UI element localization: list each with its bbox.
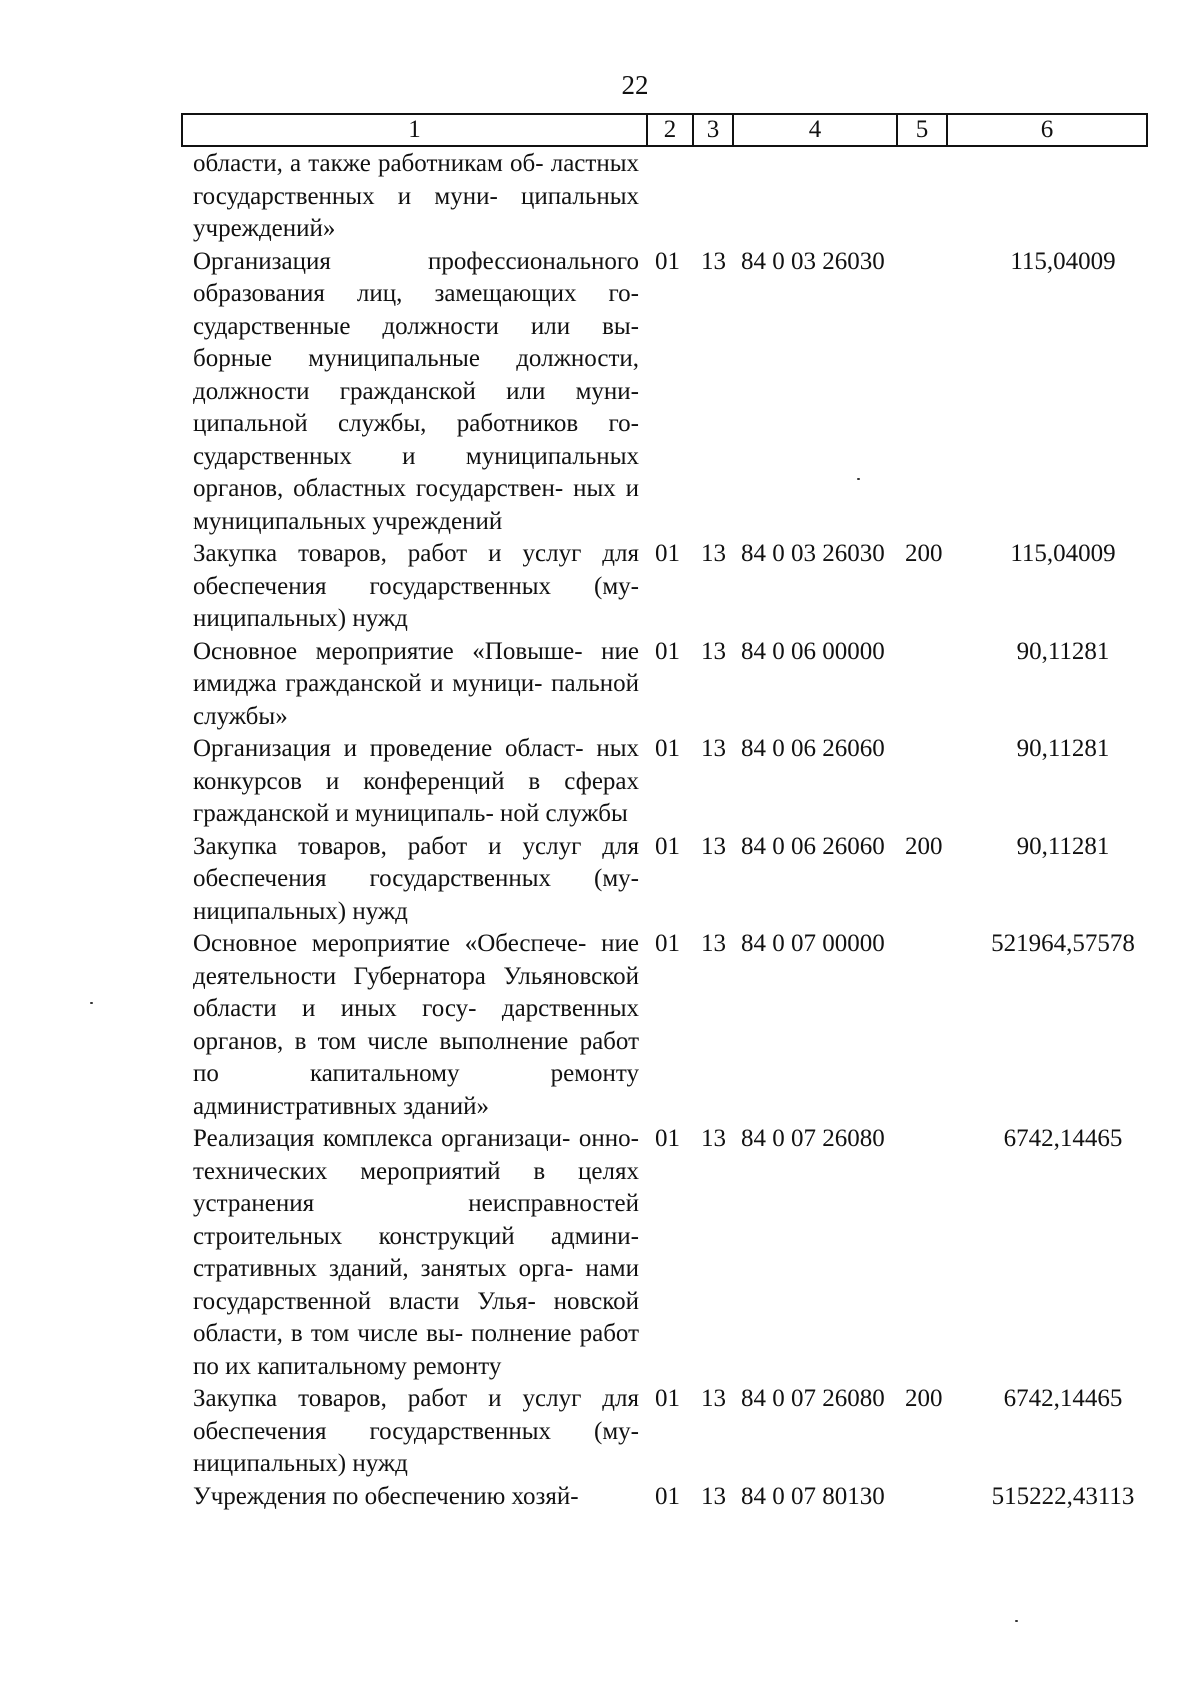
section-code: 01: [655, 637, 680, 665]
description-line: пальной службы»: [193, 670, 639, 730]
description-line: сударственные должности или вы-: [193, 312, 639, 340]
description-line: выполнение работ по капитальному: [193, 1027, 639, 1087]
table-row: [193, 538, 1193, 636]
target-item-code: 84 0 07 26080: [741, 1125, 885, 1152]
description-line: ципальной службы, работников го-: [193, 410, 639, 437]
column-header-5: 5: [897, 114, 947, 146]
description-line: целях устранения неисправностей: [193, 1157, 639, 1217]
column-header-table: [181, 113, 1148, 147]
amount: 90,11281: [1016, 637, 1110, 665]
section-code: 01: [655, 1385, 680, 1412]
section-code: 01: [655, 1482, 680, 1510]
subsection-code: 13: [701, 1482, 726, 1510]
description-line: Учреждения по обеспечению хозяй-: [193, 1482, 579, 1510]
table-row: [193, 1383, 1193, 1481]
table-row: [193, 831, 1193, 929]
scan-speck: [857, 478, 860, 480]
row-description: [193, 928, 639, 1123]
budget-table-body: [193, 148, 1193, 1513]
description-line: нами государственной власти Улья-: [193, 1255, 639, 1315]
amount: 515222,43113: [991, 1482, 1135, 1510]
subsection-code: 13: [701, 247, 726, 275]
section-code: 01: [655, 832, 680, 860]
scan-speck: [1015, 1620, 1018, 1622]
section-code: 01: [655, 247, 680, 275]
description-line: Организация и проведение област-: [193, 735, 584, 762]
row-description: [193, 831, 639, 929]
description-line: Закупка товаров, работ и услуг для: [193, 832, 639, 860]
table-row: [193, 148, 1193, 246]
description-line: обеспечения государственных (му-: [193, 572, 639, 600]
amount: 90,11281: [1016, 735, 1110, 762]
section-code: 01: [655, 1125, 680, 1152]
description-line: стративных зданий, занятых орга-: [193, 1255, 574, 1282]
target-item-code: 84 0 03 26030: [741, 540, 885, 567]
column-header-row: [182, 114, 1147, 146]
target-item-code: 84 0 06 26060: [741, 832, 885, 860]
subsection-code: 13: [701, 1125, 726, 1152]
row-description: [193, 1123, 639, 1383]
table-row: [193, 636, 1193, 734]
subsection-code: 13: [701, 930, 726, 957]
subsection-code: 13: [701, 1385, 726, 1412]
description-line: ремонту административных зданий»: [193, 1060, 639, 1120]
description-line: Закупка товаров, работ и услуг для: [193, 1385, 639, 1412]
scan-speck: [90, 1002, 93, 1004]
column-header-2: 2: [647, 114, 693, 146]
description-line: ципальных учреждений»: [193, 182, 639, 242]
column-header-6: 6: [947, 114, 1147, 146]
expense-type-code: 200: [905, 1385, 943, 1412]
description-line: ластных государственных и муни-: [193, 150, 640, 210]
section-code: 01: [655, 930, 680, 957]
description-line: должности гражданской или муни-: [193, 377, 639, 405]
column-header-3: 3: [693, 114, 733, 146]
subsection-code: 13: [701, 637, 726, 665]
description-line: органов, областных государствен-: [193, 475, 564, 502]
section-code: 01: [655, 735, 680, 762]
description-line: сферах гражданской и муниципаль-: [193, 767, 640, 827]
description-line: Реализация комплекса организаци-: [193, 1125, 571, 1152]
description-line: ниципальных) нужд: [193, 605, 408, 632]
target-item-code: 84 0 07 26080: [741, 1385, 885, 1412]
target-item-code: 84 0 06 00000: [741, 637, 885, 665]
row-description: [193, 733, 639, 831]
description-line: новской области, в том числе вы-: [193, 1287, 640, 1347]
row-description: [193, 636, 639, 734]
description-line: дарственных органов, в том числе: [193, 995, 639, 1055]
target-item-code: 84 0 03 26030: [741, 247, 885, 275]
table-row: [193, 733, 1193, 831]
amount: 521964,57578: [991, 930, 1135, 957]
table-row: [193, 928, 1193, 1123]
amount: 6742,14465: [1003, 1125, 1123, 1152]
table-row: [193, 1481, 1193, 1514]
table-row: [193, 1123, 1193, 1383]
amount: 90,11281: [1016, 832, 1110, 860]
expense-type-code: 200: [905, 832, 943, 860]
row-description: [193, 246, 639, 539]
target-item-code: 84 0 07 00000: [741, 930, 885, 957]
description-line: строительных конструкций админи-: [193, 1222, 639, 1250]
subsection-code: 13: [701, 832, 726, 860]
description-line: Основное мероприятие «Обеспече-: [193, 930, 587, 957]
subsection-code: 13: [701, 735, 726, 762]
column-header-4: 4: [733, 114, 897, 146]
description-line: ной службы: [500, 800, 628, 827]
amount: 115,04009: [1010, 540, 1116, 567]
description-line: полнение работ по их капитальному: [193, 1320, 640, 1380]
description-line: ных конкурсов и конференций в: [193, 735, 639, 795]
description-line: ние имиджа гражданской и муници-: [193, 637, 640, 697]
amount: 6742,14465: [1003, 1385, 1123, 1412]
description-line: Основное мероприятие «Повыше-: [193, 637, 583, 665]
description-line: сударственных и муниципальных: [193, 442, 639, 470]
row-description: [193, 538, 639, 636]
description-line: ных и муниципальных учреждений: [193, 475, 640, 535]
row-description: [193, 1383, 639, 1481]
table-row: [193, 246, 1193, 539]
description-line: борные муниципальные должности,: [193, 345, 639, 372]
page-number: 22: [621, 70, 649, 100]
subsection-code: 13: [701, 540, 726, 567]
description-line: ремонту: [412, 1352, 502, 1380]
column-header-1: 1: [182, 114, 647, 146]
target-item-code: 84 0 07 80130: [741, 1482, 885, 1510]
description-line: области, а также работникам об-: [193, 150, 544, 177]
description-line: онно-технических мероприятий в: [193, 1125, 640, 1185]
description-line: ниципальных) нужд: [193, 897, 408, 925]
description-line: Организация профессионального: [193, 247, 639, 275]
description-line: Закупка товаров, работ и услуг для: [193, 540, 639, 567]
description-line: обеспечения государственных (му-: [193, 1417, 639, 1445]
expense-type-code: 200: [905, 540, 943, 567]
description-line: ние деятельности Губернатора: [193, 930, 639, 990]
row-description: [193, 1481, 639, 1514]
description-line: образования лиц, замещающих го-: [193, 280, 639, 307]
description-line: Ульяновской области и иных госу-: [193, 962, 640, 1022]
section-code: 01: [655, 540, 680, 567]
row-description: [193, 148, 639, 246]
description-line: обеспечения государственных (му-: [193, 865, 639, 892]
target-item-code: 84 0 06 26060: [741, 735, 885, 762]
description-line: ниципальных) нужд: [193, 1450, 408, 1477]
amount: 115,04009: [1010, 247, 1116, 275]
